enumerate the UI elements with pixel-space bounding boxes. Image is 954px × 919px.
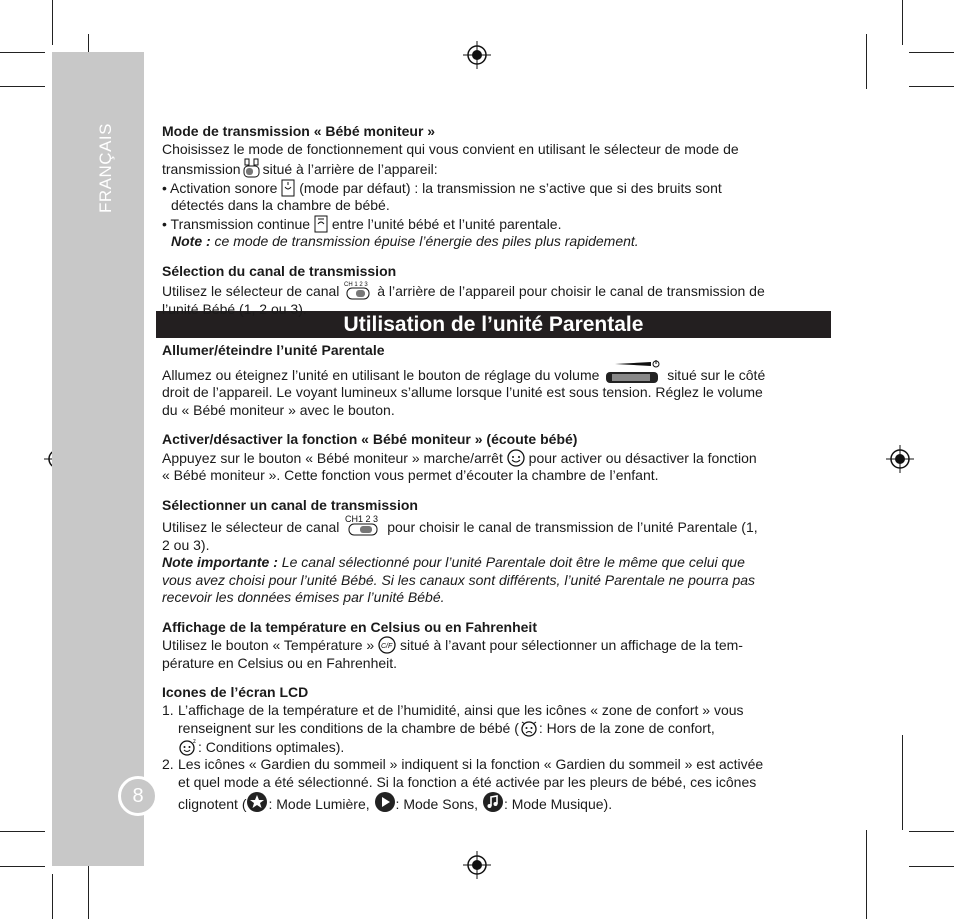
page-number: 8 — [118, 776, 158, 816]
continuous-transmission-icon — [314, 215, 328, 233]
paragraph-line: Utilisez le sélecteur de canal CH1 2 3 pour choisir le canal de transmission de l’unité Parentale (1, — [162, 514, 758, 535]
sound-mode-icon — [374, 791, 396, 813]
paragraph-line: clignotent ( : Mode Lumière, : Mode Sons, : Mode Musique). — [178, 791, 763, 814]
crop-mark — [902, 735, 903, 830]
svg-text:z: z — [193, 738, 196, 745]
important-note-line: recevoir les données émises par l’unité Bébé. — [162, 589, 445, 605]
volume-wheel-icon — [603, 360, 663, 384]
paragraph-line: renseignent sur les conditions de la chambre de bébé ( : Hors de la zone de confort, — [178, 720, 715, 736]
important-note: Note importante : Le canal sélectionné pour l’unité Parentale doit être le même que celui que — [162, 554, 745, 570]
crop-mark — [909, 86, 954, 87]
section-heading: Affichage de la température en Celsius ou en Fahrenheit — [162, 618, 537, 635]
crop-mark — [52, 874, 53, 919]
temperature-button-text: C/F — [381, 643, 393, 650]
important-note-line: vous avez choisi pour l’unité Bébé. Si les canaux sont différents, l’unité Parentale ne pourra pas — [162, 571, 756, 588]
registration-mark-icon — [886, 445, 914, 473]
discomfort-face-icon — [519, 719, 539, 737]
crop-mark — [0, 831, 45, 832]
section-heading: Sélectionner un canal de transmission — [162, 496, 418, 513]
manual-content — [162, 123, 832, 318]
paragraph-line: « Bébé moniteur ». Cette fonction vous permet d’écouter la chambre de l’enfant. — [162, 467, 659, 483]
paragraph-line: Utilisez le bouton « Température » C/F situé à l’avant pour sélectionner un affichage de la tem- — [162, 637, 743, 653]
section-heading: Sélection du canal de transmission — [162, 262, 397, 279]
crop-mark — [0, 866, 45, 867]
paragraph-line: Allumez ou éteignez l’unité en utilisant le bouton de réglage du volume situé sur le côté — [162, 360, 832, 385]
paragraph-line: Appuyez sur le bouton « Bébé moniteur » marche/arrêt pour activer ou désactiver la fonction — [162, 449, 757, 466]
crop-mark — [909, 52, 954, 53]
paragraph-line: droit de l’appareil. Le voyant lumineux s’allume lorsque l’unité est sous tension. Réglez le volume — [162, 384, 763, 400]
paragraph-line: Utilisez le sélecteur de canal CH 1 2 3 à l’arrière de l’appareil pour choisir le canal de transmission de — [162, 282, 765, 299]
temperature-button-icon — [378, 636, 396, 654]
channel-selector-icon — [343, 280, 373, 300]
parental-unit-content — [162, 342, 832, 814]
crop-mark — [0, 86, 45, 87]
channel-selector-text: CH1 2 3 — [345, 514, 379, 524]
crop-mark — [52, 0, 53, 45]
section-heading: Icones de l’écran LCD — [162, 684, 309, 700]
sound-activation-icon — [281, 179, 295, 197]
registration-mark-icon — [463, 41, 491, 69]
registration-mark-icon — [463, 851, 491, 879]
paragraph-line: z : Conditions optimales). — [178, 738, 744, 757]
numbered-item: 1. L’affichage de la température et de l’humidité, ainsi que les icônes « zone de confort » vous renseignent sur les conditions de la chambre de bébé ( : Hors de la zone de confort, z : Conditions optimales). — [162, 701, 744, 755]
baby-monitor-button-icon — [507, 449, 525, 467]
paragraph-line: 2 ou 3). — [162, 536, 210, 553]
channel-selector-text: CH 1 2 3 — [344, 282, 368, 288]
comfort-face-icon — [178, 738, 198, 756]
language-label: FRANÇAIS — [96, 123, 115, 213]
crop-mark — [909, 831, 954, 832]
channel-selector-icon — [343, 514, 383, 536]
crop-mark — [909, 866, 954, 867]
crop-mark — [866, 34, 867, 89]
numbered-item: 2. Les icônes « Gardien du sommeil » indiquent si la fonction « Gardien du sommeil » est activée et quel mode a été sélectionné. Si la fonction a été activée par les pleurs de bébé, ces icônes clignotent ( : Mode Lumière, : Mode Sons, : Mode Musique). — [162, 756, 764, 812]
paragraph-line: L’affichage de la température et de l’humidité, ainsi que les icônes « zone de confort » vous — [178, 701, 744, 718]
section-banner: Utilisation de l’unité Parentale — [156, 311, 831, 338]
section-heading: Mode de transmission « Bébé moniteur » — [162, 123, 436, 139]
paragraph-line: transmission situé à l’arrière de l’appareil: — [162, 158, 832, 179]
crop-mark — [866, 830, 867, 919]
section-heading: Activer/désactiver la fonction « Bébé moniteur » (écoute bébé) — [162, 431, 578, 447]
section-heading: Allumer/éteindre l’unité Parentale — [162, 342, 385, 358]
bullet-item-continuation: détectés dans la chambre de bébé. — [171, 197, 390, 213]
light-mode-icon — [246, 791, 268, 813]
paragraph-line: du « Bébé moniteur » avec le bouton. — [162, 401, 395, 418]
bullet-item: • Activation sonore (mode par défaut) : la transmission ne s’active que si des bruits sont — [162, 179, 722, 196]
crop-mark — [902, 0, 903, 45]
paragraph-line: pérature en Celsius ou en Fahrenheit. — [162, 654, 398, 671]
bullet-item: • Transmission continue entre l’unité bébé et l’unité parentale. — [162, 215, 562, 232]
paragraph-line: Les icônes « Gardien du sommeil » indiquent si la fonction « Gardien du sommeil » est activée — [178, 756, 764, 772]
music-mode-icon — [482, 791, 504, 813]
paragraph-line: et quel mode a été sélectionné. Si la fonction a été activée par les pleurs de bébé, ces icônes — [178, 773, 757, 790]
crop-mark — [0, 52, 45, 53]
paragraph-line: l’unité Bébé (1, 2 ou 3). — [162, 300, 307, 317]
paragraph-line: Choisissez le mode de fonctionnement qui vous convient en utilisant le sélecteur de mode de — [162, 140, 739, 157]
note: Note : ce mode de transmission épuise l’énergie des piles plus rapidement. — [171, 233, 639, 249]
mode-switch-icon — [241, 158, 263, 178]
